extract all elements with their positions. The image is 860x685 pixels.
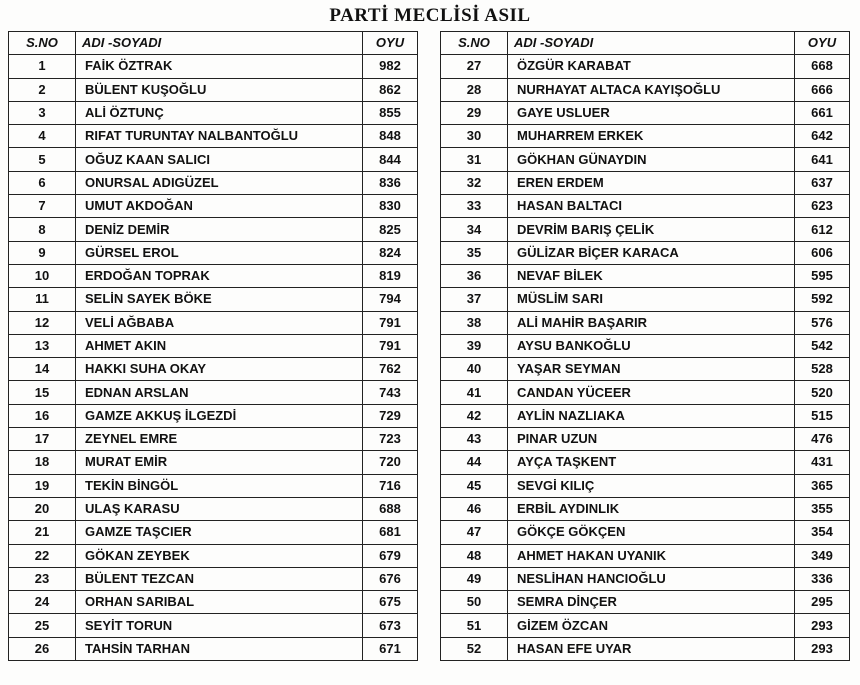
vote-count: 673 [363,614,418,637]
vote-count: 862 [363,78,418,101]
vote-count: 855 [363,101,418,124]
row-number: 31 [441,148,508,171]
row-number: 3 [9,101,76,124]
candidate-name: PINAR UZUN [508,428,795,451]
candidate-name: ORHAN SARIBAL [76,591,363,614]
vote-count: 668 [795,55,850,78]
table-row [9,544,418,567]
candidate-name: MÜSLİM SARI [508,288,795,311]
vote-count: 354 [795,521,850,544]
row-number: 51 [441,614,508,637]
candidate-name: BÜLENT TEZCAN [76,567,363,590]
results-table-left [8,31,418,661]
header-votes: OYU [795,32,850,55]
table-row [9,195,418,218]
table-row [441,614,850,637]
row-number: 17 [9,428,76,451]
table-row [9,171,418,194]
row-number: 2 [9,78,76,101]
header-no: S.NO [9,32,76,55]
table-row [441,381,850,404]
row-number: 34 [441,218,508,241]
row-number: 18 [9,451,76,474]
table-header-row [441,32,850,55]
vote-count: 515 [795,404,850,427]
table-row [441,637,850,660]
candidate-name: ULAŞ KARASU [76,497,363,520]
candidate-name: AYLİN NAZLIAKA [508,404,795,427]
row-number: 48 [441,544,508,567]
candidate-name: TEKİN BİNGÖL [76,474,363,497]
vote-count: 716 [363,474,418,497]
row-number: 35 [441,241,508,264]
table-row [9,334,418,357]
table-row [9,311,418,334]
table-row [9,591,418,614]
table-row [9,288,418,311]
table-row [9,637,418,660]
row-number: 41 [441,381,508,404]
row-number: 13 [9,334,76,357]
row-number: 40 [441,358,508,381]
table-row [9,125,418,148]
candidate-name: MUHARREM ERKEK [508,125,795,148]
candidate-name: GİZEM ÖZCAN [508,614,795,637]
row-number: 47 [441,521,508,544]
row-number: 15 [9,381,76,404]
row-number: 29 [441,101,508,124]
row-number: 32 [441,171,508,194]
candidate-name: HASAN EFE UYAR [508,637,795,660]
vote-count: 679 [363,544,418,567]
table-row [441,334,850,357]
table-row [441,218,850,241]
table-row [441,521,850,544]
candidate-name: YAŞAR SEYMAN [508,358,795,381]
row-number: 19 [9,474,76,497]
table-row [441,241,850,264]
table-row [9,358,418,381]
vote-count: 819 [363,264,418,287]
vote-count: 528 [795,358,850,381]
vote-count: 355 [795,497,850,520]
table-row [9,521,418,544]
vote-count: 836 [363,171,418,194]
table-row [441,125,850,148]
vote-count: 293 [795,637,850,660]
candidate-name: CANDAN YÜCEER [508,381,795,404]
row-number: 28 [441,78,508,101]
vote-count: 349 [795,544,850,567]
vote-count: 743 [363,381,418,404]
row-number: 39 [441,334,508,357]
table-row [441,428,850,451]
candidate-name: UMUT AKDOĞAN [76,195,363,218]
vote-count: 676 [363,567,418,590]
vote-count: 295 [795,591,850,614]
table-row [441,288,850,311]
table-row [9,101,418,124]
candidate-name: GÜRSEL EROL [76,241,363,264]
row-number: 30 [441,125,508,148]
vote-count: 612 [795,218,850,241]
row-number: 52 [441,637,508,660]
vote-count: 824 [363,241,418,264]
candidate-name: NURHAYAT ALTACA KAYIŞOĞLU [508,78,795,101]
candidate-name: BÜLENT KUŞOĞLU [76,78,363,101]
vote-count: 592 [795,288,850,311]
candidate-name: SEMRA DİNÇER [508,591,795,614]
candidate-name: MURAT EMİR [76,451,363,474]
row-number: 44 [441,451,508,474]
candidate-name: HASAN BALTACI [508,195,795,218]
table-row [9,218,418,241]
candidate-name: DENİZ DEMİR [76,218,363,241]
vote-count: 688 [363,497,418,520]
candidate-name: GAMZE AKKUŞ İLGEZDİ [76,404,363,427]
candidate-name: ONURSAL ADIGÜZEL [76,171,363,194]
candidate-name: GÖKAN ZEYBEK [76,544,363,567]
table-row [9,614,418,637]
row-number: 37 [441,288,508,311]
row-number: 1 [9,55,76,78]
candidate-name: EREN ERDEM [508,171,795,194]
vote-count: 794 [363,288,418,311]
vote-count: 666 [795,78,850,101]
header-name: ADI -SOYADI [76,32,363,55]
vote-count: 848 [363,125,418,148]
header-name: ADI -SOYADI [508,32,795,55]
table-row [9,55,418,78]
table-header-row [9,32,418,55]
row-number: 9 [9,241,76,264]
row-number: 46 [441,497,508,520]
row-number: 21 [9,521,76,544]
row-number: 49 [441,567,508,590]
row-number: 7 [9,195,76,218]
candidate-name: GÖKHAN GÜNAYDIN [508,148,795,171]
candidate-name: ZEYNEL EMRE [76,428,363,451]
table-row [441,544,850,567]
table-row [9,404,418,427]
candidate-name: AHMET AKIN [76,334,363,357]
row-number: 5 [9,148,76,171]
vote-count: 791 [363,311,418,334]
candidate-name: ALİ ÖZTUNÇ [76,101,363,124]
row-number: 42 [441,404,508,427]
row-number: 12 [9,311,76,334]
candidate-name: GÜLİZAR BİÇER KARACA [508,241,795,264]
results-table-right [440,31,850,661]
candidate-name: AYSU BANKOĞLU [508,334,795,357]
vote-count: 520 [795,381,850,404]
candidate-name: SEVGİ KILIÇ [508,474,795,497]
table-row [9,451,418,474]
table-row [441,55,850,78]
candidate-name: GAYE USLUER [508,101,795,124]
table-row [441,78,850,101]
vote-count: 791 [363,334,418,357]
candidate-name: HAKKI SUHA OKAY [76,358,363,381]
candidate-name: RIFAT TURUNTAY NALBANTOĞLU [76,125,363,148]
candidate-name: ERDOĞAN TOPRAK [76,264,363,287]
header-no: S.NO [441,32,508,55]
table-row [441,404,850,427]
table-row [441,497,850,520]
table-row [441,148,850,171]
table-row [9,428,418,451]
row-number: 38 [441,311,508,334]
vote-count: 675 [363,591,418,614]
vote-count: 762 [363,358,418,381]
table-row [441,358,850,381]
row-number: 33 [441,195,508,218]
candidate-name: NEVAF BİLEK [508,264,795,287]
vote-count: 720 [363,451,418,474]
vote-count: 623 [795,195,850,218]
table-row [441,591,850,614]
table-row [441,451,850,474]
candidate-name: FAİK ÖZTRAK [76,55,363,78]
table-row [441,171,850,194]
vote-count: 642 [795,125,850,148]
vote-count: 825 [363,218,418,241]
candidate-name: GAMZE TAŞCIER [76,521,363,544]
table-row [9,264,418,287]
candidate-name: ÖZGÜR KARABAT [508,55,795,78]
vote-count: 637 [795,171,850,194]
vote-count: 641 [795,148,850,171]
vote-count: 982 [363,55,418,78]
vote-count: 729 [363,404,418,427]
row-number: 6 [9,171,76,194]
table-row [9,78,418,101]
vote-count: 681 [363,521,418,544]
table-row [9,241,418,264]
vote-count: 576 [795,311,850,334]
row-number: 4 [9,125,76,148]
vote-count: 542 [795,334,850,357]
header-votes: OYU [363,32,418,55]
table-row [441,195,850,218]
row-number: 8 [9,218,76,241]
table-row [9,567,418,590]
candidate-name: ALİ MAHİR BAŞARIR [508,311,795,334]
candidate-name: VELİ AĞBABA [76,311,363,334]
vote-count: 336 [795,567,850,590]
row-number: 22 [9,544,76,567]
row-number: 45 [441,474,508,497]
row-number: 25 [9,614,76,637]
row-number: 20 [9,497,76,520]
row-number: 23 [9,567,76,590]
table-row [441,311,850,334]
row-number: 43 [441,428,508,451]
table-row [441,567,850,590]
table-row [9,497,418,520]
table-row [441,474,850,497]
candidate-name: AHMET HAKAN UYANIK [508,544,795,567]
vote-count: 661 [795,101,850,124]
row-number: 14 [9,358,76,381]
table-row [9,148,418,171]
vote-count: 830 [363,195,418,218]
candidate-name: ERBİL AYDINLIK [508,497,795,520]
row-number: 16 [9,404,76,427]
vote-count: 723 [363,428,418,451]
vote-count: 476 [795,428,850,451]
row-number: 24 [9,591,76,614]
row-number: 10 [9,264,76,287]
vote-count: 595 [795,264,850,287]
candidate-name: OĞUZ KAAN SALICI [76,148,363,171]
table-row [9,381,418,404]
candidate-name: SELİN SAYEK BÖKE [76,288,363,311]
vote-count: 844 [363,148,418,171]
table-row [441,264,850,287]
table-row [9,474,418,497]
row-number: 27 [441,55,508,78]
candidate-name: SEYİT TORUN [76,614,363,637]
candidate-name: DEVRİM BARIŞ ÇELİK [508,218,795,241]
vote-count: 671 [363,637,418,660]
row-number: 36 [441,264,508,287]
candidate-name: TAHSİN TARHAN [76,637,363,660]
candidate-name: AYÇA TAŞKENT [508,451,795,474]
candidate-name: GÖKÇE GÖKÇEN [508,521,795,544]
vote-count: 606 [795,241,850,264]
candidate-name: NESLİHAN HANCIOĞLU [508,567,795,590]
vote-count: 293 [795,614,850,637]
vote-count: 431 [795,451,850,474]
table-row [441,101,850,124]
row-number: 26 [9,637,76,660]
row-number: 50 [441,591,508,614]
row-number: 11 [9,288,76,311]
page-title: PARTİ MECLİSİ ASIL [329,5,531,26]
vote-count: 365 [795,474,850,497]
candidate-name: EDNAN ARSLAN [76,381,363,404]
